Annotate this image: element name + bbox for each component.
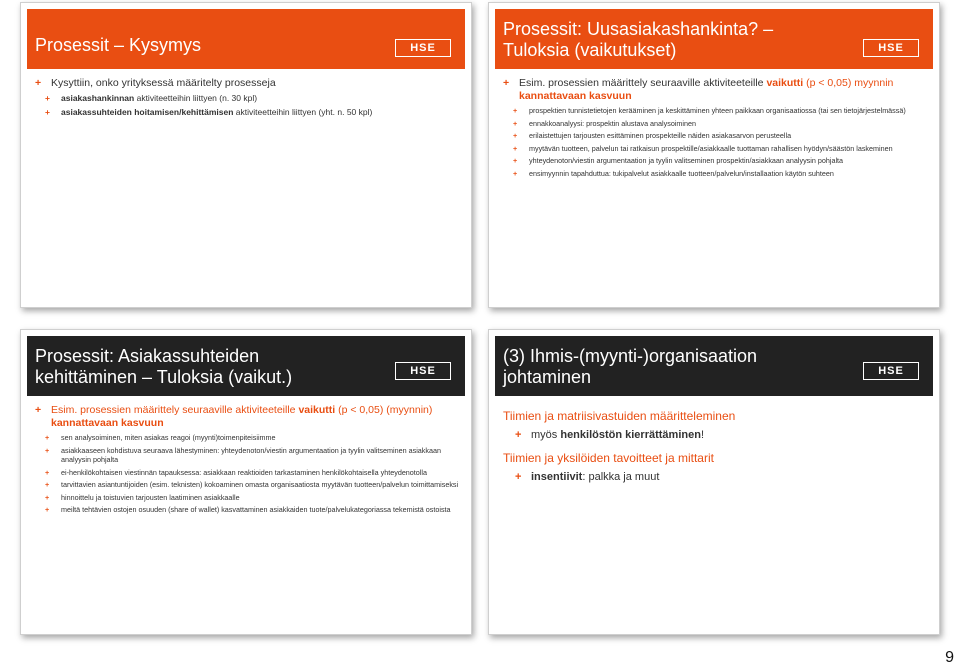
slide-body [489, 396, 939, 484]
slide-title: Prosessit – Kysymys [35, 35, 202, 55]
sub-bullet: + prospektien tunnistetietojen kerääminen ja keskittäminen yhteen paikkaan organisaatiossa (tai sen tietojärjestelmässä) [513, 106, 929, 116]
sub-bullet [515, 428, 929, 442]
lead-strong: kannattavaan kasvuun [519, 90, 632, 102]
lead-prefix: Esim. prosessien määrittely seuraaville aktiviteeteille [519, 77, 767, 89]
lead-mid: (p < 0,05) myynnin [803, 77, 894, 89]
sub-bullet [45, 107, 461, 118]
hse-logo: HSE [863, 39, 919, 57]
sub-bullet: + asiakkaaseen kohdistuva seuraava lähestyminen: yhteydenoton/viestin argumentaation ja tyylin valitseminen asiakkaan analyysin pohjalta [45, 446, 461, 465]
sub-bullet-text: aktiviteetteihin liittyen (n. 30 kpl) [134, 93, 258, 103]
hse-logo: HSE [863, 362, 919, 380]
sub-bullet-text: ! [700, 429, 704, 441]
slide-body [489, 69, 939, 178]
lead-strong: vaikutti [298, 404, 336, 416]
sub-bullet [515, 470, 929, 484]
sub-bullet: + sen analysoiminen, miten asiakas reagoi (myynti)toimenpiteisiimme [45, 433, 461, 443]
sub-bullet: + myytävän tuotteen, palvelun tai ratkaisun prospektille/asiakkaalle tuottaman rahallisen hyödyn/säästön laskeminen [513, 144, 929, 154]
slide-uusasiakashankinta [488, 2, 940, 308]
lead-mid: (p < 0,05) (myynnin) [335, 404, 433, 416]
sub-bullet: + tarvittavien asiantuntijoiden (esim. teknisten) kokoaminen omasta organisaatiosta myytävän tuotteen/palvelun toimittamiseksi [45, 480, 461, 490]
slide-body [21, 69, 471, 117]
sub-bullet-bold: henkilöstön kierrättäminen [560, 429, 701, 441]
slide-prosessit-kysymys [20, 2, 472, 308]
slide-header [495, 336, 933, 396]
slide-header [495, 9, 933, 69]
sub-bullet: + yhteydenoton/viestin argumentaation ja tyylin valitseminen prospektin/asiakkaan analyysin pohjalta [513, 156, 929, 166]
slide-body [21, 396, 471, 515]
bullet-question [35, 77, 461, 90]
hse-logo: HSE [395, 39, 451, 57]
sub-bullet: + ensimyynnin tapahduttua: tukipalvelut asiakkaalle tuotteen/palvelun/installaation käytön suhteen [513, 169, 929, 179]
hse-logo: HSE [395, 362, 451, 380]
lead-strong: vaikutti [766, 77, 804, 89]
slide-asiakassuhteiden-kehittaminen [20, 329, 472, 635]
sub-bullet: + meiltä tehtävien ostojen osuuden (share of wallet) kasvattaminen asiakkaiden tuote/palvelukategoriassa tekemistä ostoista [45, 505, 461, 515]
sub-bullet: + erilaistettujen tarjousten esittäminen prospekteille näiden asiakasarvon perusteella [513, 131, 929, 141]
sub-bullet [45, 93, 461, 104]
slide-title: (3) Ihmis-(myynti-)organisaation johtaminen [503, 346, 758, 387]
slide-title: Prosessit: Asiakassuhteiden kehittäminen – Tuloksia (vaikut.) [35, 346, 293, 387]
sub-bullet: + ennakkoanalyysi: prospektin alustava analysoiminen [513, 119, 929, 129]
slide-ihmisorganisaation-johtaminen [488, 329, 940, 635]
bullet-text: Kysyttiin, onko yrityksessä määritelty prosesseja [51, 77, 276, 89]
section-heading: Tiimien ja matriisivastuiden määritteleminen [503, 409, 736, 423]
sub-bullet: + ei-henkilökohtaisen viestinnän tapauksessa: asiakkaan reaktioiden tarkastaminen henkilökohtaisella yhteydenotolla [45, 468, 461, 478]
slide-header [27, 336, 465, 396]
sub-bullet-bold: asiakassuhteiden hoitamisen/kehittämisen [61, 106, 234, 117]
bullet-lead [503, 77, 929, 103]
section-heading: Tiimien ja yksilöiden tavoitteet ja mittarit [503, 451, 714, 465]
bullet-lead [35, 404, 461, 430]
sub-bullet-bold: asiakashankinnan [61, 93, 135, 103]
sub-bullet-text: aktiviteetteihin liittyen (yht. n. 50 kpl) [233, 106, 373, 117]
slide-title: Prosessit: Uusasiakashankinta? – Tuloksia (vaikutukset) [503, 19, 774, 60]
sub-bullet-text: myös [531, 429, 561, 441]
lead-strong: kannattavaan kasvuun [51, 417, 164, 429]
lead-prefix: Esim. prosessien määrittely seuraaville aktiviteeteille [51, 404, 299, 416]
sub-bullet-text: : palkka ja muut [582, 471, 660, 483]
sub-bullet-bold: insentiivit [531, 471, 583, 483]
slide-header [27, 9, 465, 69]
sub-bullet: + hinnoittelu ja toistuvien tarjousten laatiminen asiakkaalle [45, 493, 461, 503]
page-number: 9 [945, 649, 954, 666]
